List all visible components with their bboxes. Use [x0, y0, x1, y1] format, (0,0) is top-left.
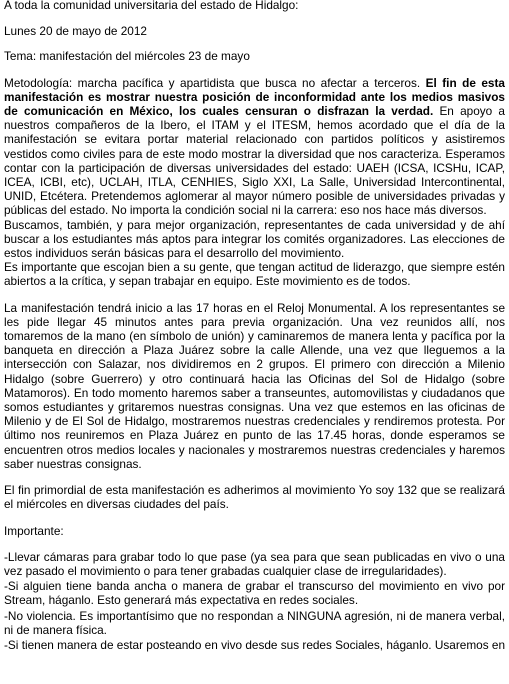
important-title: Importante: — [4, 523, 64, 538]
methodology-paragraph — [4, 76, 505, 218]
methodology-rest: En apoyo a nuestros compañeros de la Ibero, el ITAM y el ITESM, hemos acordado que el día de la manifestación se evitara portar material relacionado con partidos políticos y asistiremos vestidos como civiles para de este modo mostrar la diversidad que nos caracteriza. Esperamos contar con la participación de diversas universidades del estado: UAEH (ICSA, ICSHu, ICAP, ICEA, ICBI, etc), UCLAH, ITLA, CENHIES, Siglo XXI, La Salle, Universidad Intercontinental, UNID, Etcétera. Pretendemos aglomerar al mayor número posible de universidades privadas y públicas del estado. No importa la condición social ni la carrera: eso nos hace más diversos. — [4, 104, 505, 218]
leadership-paragraph: Es importante que escojan bien a su gente, que tengan actitud de liderazgo, que siempre estén abiertos a la crítica, y sepan trabajar en equipo. Este movimiento es de todos. — [4, 260, 505, 289]
date-line: Lunes 20 de mayo de 2012 — [4, 24, 147, 39]
subject-line: Tema: manifestación del miércoles 23 de mayo — [4, 49, 250, 64]
route-paragraph: La manifestación tendrá inicio a las 17 horas en el Reloj Monumental. A los representantes se les pide llegar 45 minutos antes para previa organización. Una vez reunidos allí, nos tomaremos de la mano (en símbolo de unión) y caminaremos de manera lenta y pacífica por la banqueta en dirección a Plaza Juárez sobre la calle Allende, una vez que lleguemos a la intersección con Salazar, nos dividiremos en 2 grupos. El primero con dirección a Milenio Hidalgo (sobre Guerrero) y otro continuará hacia las Oficinas del Sol de Hidalgo (sobre Matamoros). En todo momento haremos saber a transeuntes, automovilistas y ciudadanos que somos estudiantes y gritaremos nuestras consignas. Una vez que estemos en las oficinas de Milenio y de El Sol de Hidalgo, mostraremos nuestras credenciales y rendiremos protesta. Por último nos reuniremos en Plaza Juárez en punto de las 17.45 horas, donde esperamos se encuentren otros medios locales y nacionales y mostraremos nuestras credenciales y haremos saber nuestras consignas. — [4, 300, 505, 471]
purpose-paragraph: El fin primordial de esta manifestación es adherimos al movimiento Yo soy 132 que se realizará el miércoles en diversas ciudades del país. — [4, 483, 505, 512]
greeting: A toda la comunidad universitaria del estado de Hidalgo: — [4, 0, 299, 12]
list-item: -Si tienen manera de estar posteando en vivo desde sus redes Sociales, háganlo. Usaremos en — [4, 637, 506, 652]
important-list — [4, 550, 505, 652]
organization-paragraph: Buscamos, también, y para mejor organización, representantes de cada universidad y de ahí buscar a los estudiantes más aptos para integrar los comités organizadores. Las elecciones de estos individuos serán básicas para el desarrollo del movimiento. — [4, 217, 505, 261]
methodology-section — [4, 76, 505, 289]
methodology-bold-statement: El fin de esta manifestación es mostrar nuestra posición de inconformidad ante los medios masivos de comunicación en México, los cuales censuran o disfrazan la verdad. — [4, 75, 505, 119]
list-item: -Si alguien tiene banda ancha o manera de grabar el transcurso del movimiento en vivo por Stream, háganlo. Esto generará más expectativa en redes sociales. — [4, 579, 505, 608]
document-page — [4, 0, 505, 652]
list-item: -Llevar cámaras para grabar todo lo que pase (ya sea para que sean publicadas en vivo o una vez pasado el movimiento o para tener grabadas cualquier clase de irregularidades). — [4, 549, 505, 578]
list-item: -No violencia. Es importantísimo que no respondan a NINGUNA agresión, ni de manera verbal, ni de manera física. — [4, 608, 505, 637]
methodology-intro: Metodología: marcha pacífica y apartidista que busca no afectar a terceros. — [4, 75, 426, 90]
